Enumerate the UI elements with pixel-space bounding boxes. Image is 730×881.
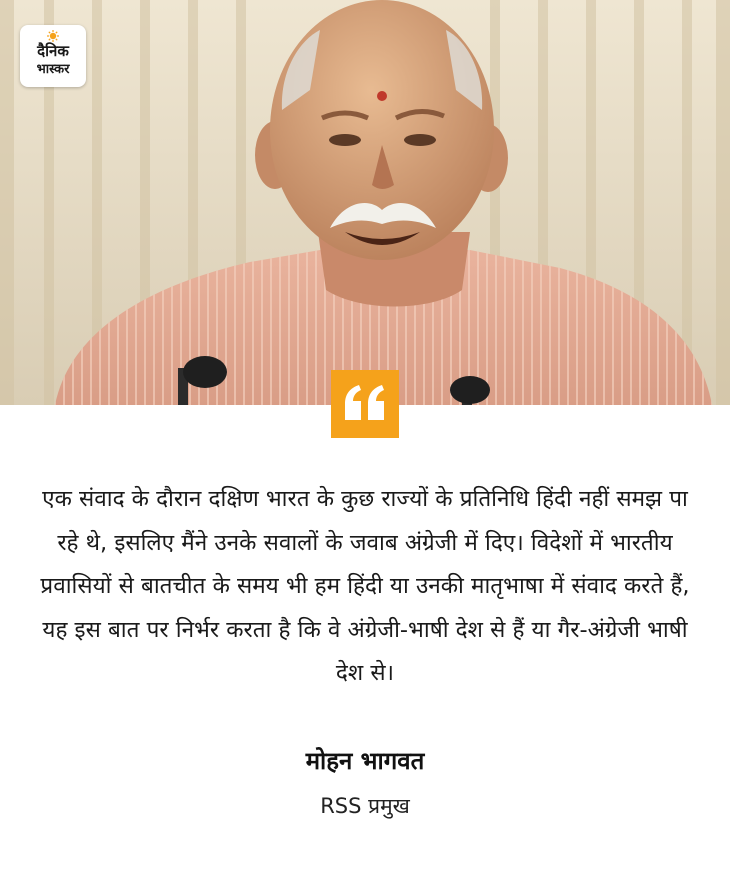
sun-icon [47, 30, 59, 42]
speaker-photo-illustration [0, 0, 730, 405]
dainik-bhaskar-logo [20, 25, 86, 87]
quote-text: एक संवाद के दौरान दक्षिण भारत के कुछ राज्यों के प्रतिनिधि हिंदी नहीं समझ पा रहे थे, इसलिए मैंने उनके सवालों के जवाब अंग्रेजी में दिए। विदेशों में भारतीय प्रवासियों से बातचीत के समय भी हम हिंदी या उनकी मातृभाषा में संवाद करते हैं, यह इस बात पर निर्भर करता है कि वे अंग्रेजी-भाषी देश से हैं या गैर-अंग्रेजी भाषी देश से। [40, 486, 690, 686]
speaker-title: RSS प्रमुख [320, 794, 410, 818]
quote-mark-icon [331, 370, 399, 438]
quote-mark-badge [331, 370, 399, 438]
speaker-name: मोहन भागवत [305, 747, 425, 775]
logo-line-2: भास्कर [36, 62, 70, 77]
logo-line-1: दैनिक [37, 42, 69, 60]
speaker-photo [0, 0, 730, 405]
